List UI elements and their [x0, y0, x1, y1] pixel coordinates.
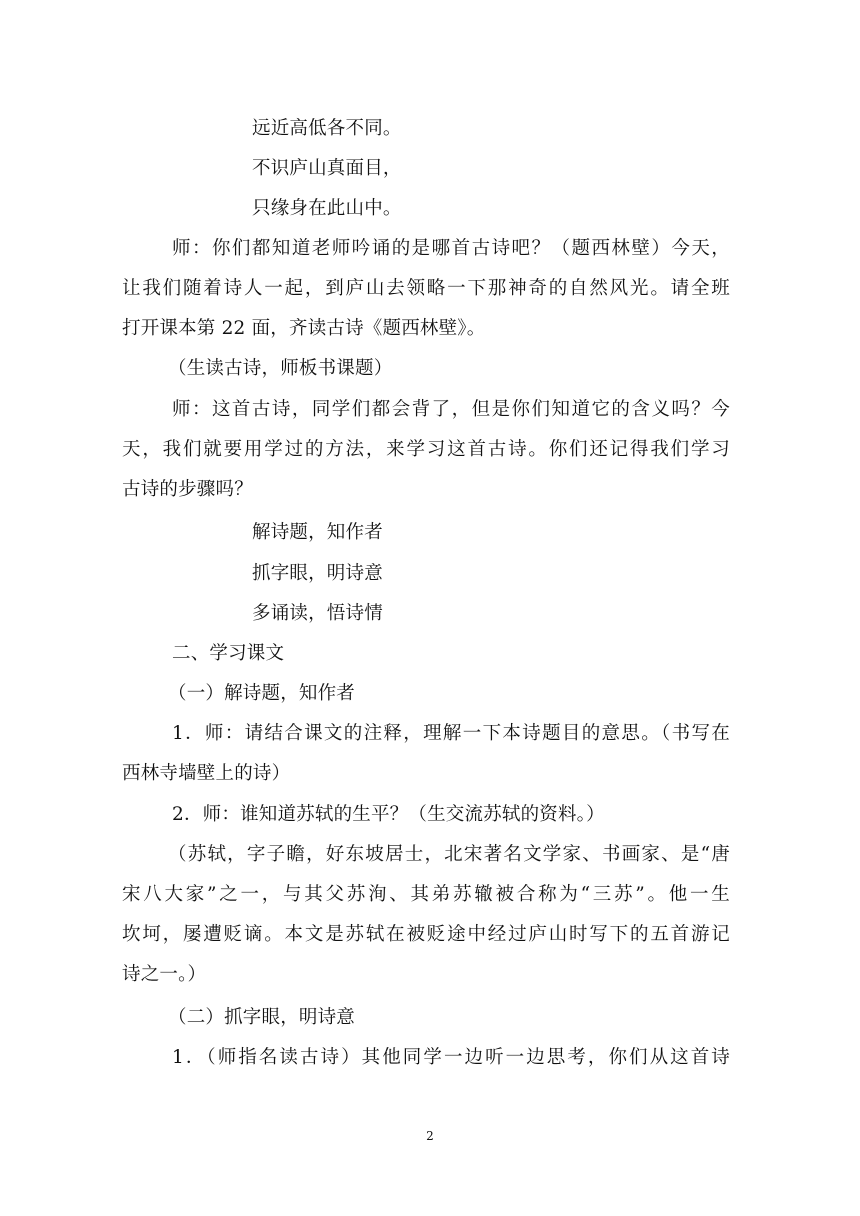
- paragraph-line: 2．师：谁知道苏轼的生平？（生交流苏轼的资料。）: [172, 804, 605, 825]
- subsection-heading: （二）抓字眼，明诗意: [168, 1007, 356, 1028]
- method-step: 解诗题，知作者: [252, 522, 383, 543]
- poem-line-4: 只缘身在此山中。: [252, 198, 402, 219]
- paragraph-line: 天，我们就要用学过的方法，来学习这首古诗。你们还记得我们学习: [122, 439, 730, 460]
- paragraph-line: 1．师：请结合课文的注释，理解一下本诗题目的意思。（书写在: [172, 723, 730, 744]
- method-step: 多诵读，悟诗情: [252, 603, 383, 624]
- paragraph-line: 坎坷，屡遭贬谪。本文是苏轼在被贬途中经过庐山时写下的五首游记: [122, 924, 730, 945]
- paragraph-line: （苏轼，字子瞻，好东坡居士，北宋著名文学家、书画家、是“唐: [168, 844, 730, 865]
- paragraph-line: 1．（师指名读古诗）其他同学一边听一边思考，你们从这首诗: [172, 1047, 730, 1068]
- paragraph-line: 古诗的步骤吗？: [122, 479, 253, 500]
- paragraph-line: 师：这首古诗，同学们都会背了，但是你们知道它的含义吗？今: [172, 399, 730, 420]
- page-number: 2: [426, 1129, 434, 1143]
- paragraph-line: 西林寺墙壁上的诗）: [122, 763, 291, 784]
- paragraph-line: 让我们随着诗人一起，到庐山去领略一下那神奇的自然风光。请全班: [122, 278, 730, 299]
- paragraph-line: 诗之一。）: [122, 964, 207, 985]
- method-step: 抓字眼，明诗意: [252, 563, 383, 584]
- poem-line-3: 不识庐山真面目，: [252, 158, 402, 179]
- poem-line-2: 远近高低各不同。: [252, 118, 402, 139]
- stage-direction: （生读古诗，师板书课题）: [168, 358, 393, 379]
- subsection-heading: （一）解诗题，知作者: [168, 683, 356, 704]
- paragraph-line: 宋八大家”之一，与其父苏洵、其弟苏辙被合称为“三苏”。他一生: [122, 884, 730, 905]
- section-heading: 二、学习课文: [172, 643, 285, 664]
- paragraph-line: 打开课本第 22 面，齐读古诗《题西林壁》。: [122, 318, 486, 339]
- paragraph-line: 师：你们都知道老师吟诵的是哪首古诗吧？（题西林壁）今天，: [172, 238, 730, 259]
